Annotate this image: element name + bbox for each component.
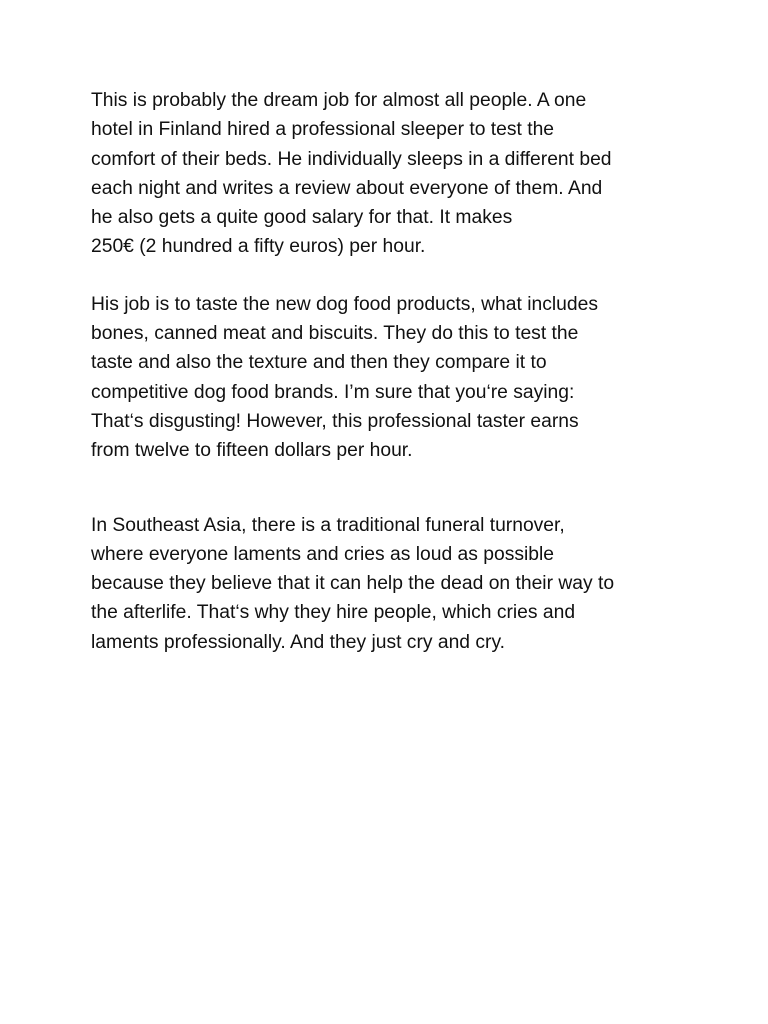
text-line: the afterlife. That‘s why they hire people, which cries and [91, 602, 576, 624]
paragraph-dog-food-taster [91, 290, 691, 466]
text-line: each night and writes a review about everyone of them. And [91, 177, 603, 199]
text-line: 250€ (2 hundred a fifty euros) per hour. [91, 236, 426, 258]
text-line: laments professionally. And they just cry and cry. [91, 631, 506, 653]
text-line: In Southeast Asia, there is a traditional funeral turnover, [91, 514, 565, 536]
text-line: because they believe that it can help the dead on their way to [91, 573, 615, 595]
text-line: from twelve to fifteen dollars per hour. [91, 440, 413, 462]
text-line: That‘s disgusting! However, this professional taster earns [91, 410, 579, 432]
text-line: hotel in Finland hired a professional sleeper to test the [91, 119, 555, 141]
text-line: bones, canned meat and biscuits. They do this to test the [91, 323, 579, 345]
text-line: His job is to taste the new dog food products, what includes [91, 293, 598, 315]
text-line: where everyone laments and cries as loud as possible [91, 543, 555, 565]
paragraph-professional-mourner [91, 511, 691, 657]
text-line: taste and also the texture and then they compare it to [91, 352, 547, 374]
text-line: comfort of their beds. He individually sleeps in a different bed [91, 148, 612, 170]
document-body [91, 86, 691, 657]
text-line: he also gets a quite good salary for that. It makes [91, 207, 513, 229]
text-line: competitive dog food brands. I’m sure that you‘re saying: [91, 381, 575, 403]
paragraph-dream-job [91, 86, 691, 262]
text-line: This is probably the dream job for almost all people. A one [91, 90, 587, 111]
